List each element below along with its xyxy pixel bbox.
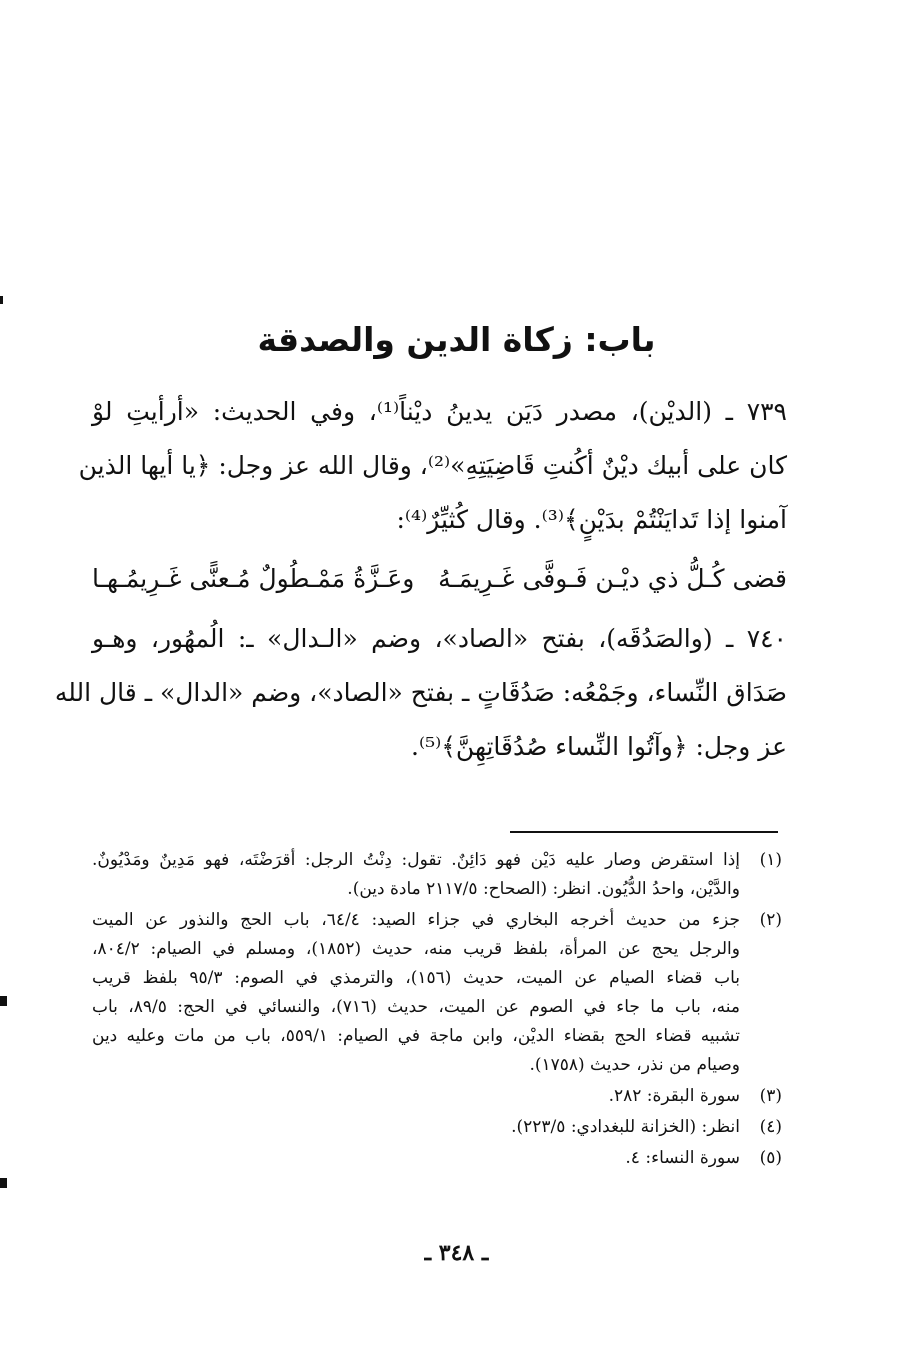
footnote-line: وصيام من نذر، حديث (١٧٥٨). xyxy=(529,1055,740,1075)
footnote xyxy=(92,906,782,1080)
footnote-line: باب قضاء الصيام عن الميت، حديث (١٥٦)، والترمذي في الصوم: ٩٥/٣ بلفظ قريب xyxy=(92,968,740,988)
entry-740 xyxy=(54,612,787,774)
footnote-separator xyxy=(510,831,778,833)
footnote-line: والرجل يحج عن المرأة، بلفظ قريب منه، حديث (١٨٥٢)، ومسلم في الصيام: ٨٠٤/٢، xyxy=(92,939,740,959)
poem-hemistich-second: وعَـزَّةُ مَمْـطُولٌ مُـعنًّى غَـرِيمُـهـا xyxy=(92,564,415,593)
entry-740-line: صَدَاق النِّساء، وجَمْعُه: صَدُقَاتٍ ـ بفتح «الصاد»، وضم «الدال» ـ قال الله xyxy=(54,678,787,707)
footnote-line: والدَّيْن، واحدُ الدُّيُون. انظر: (الصحاح: ٢١١٧/٥ مادة دين). xyxy=(347,879,740,899)
page-number: ـ ٣٤٨ ـ xyxy=(424,1240,489,1266)
footnote-number: (١) xyxy=(759,850,782,870)
chapter-title: باب: زكاة الدين والصدقة xyxy=(257,320,656,359)
entry-739-line: ٧٣٩ ـ (الديْن)، مصدر دَيَن يدينُ ديْناً⁽¹⁾، وفي الحديث: «أرأيتِ لوْ xyxy=(92,397,787,426)
footnote-number: (٣) xyxy=(759,1086,782,1106)
footnote-line: سورة البقرة: ٢٨٢. xyxy=(608,1086,740,1106)
entry-739-line: آمنوا إذا تَدايَنْتُمْ بدَيْنٍ﴾⁽³⁾. وقال كُثيِّرٌ⁽⁴⁾: xyxy=(396,505,787,534)
footnote xyxy=(92,846,782,904)
footnote xyxy=(92,1082,782,1111)
scan-edge-mark xyxy=(0,296,3,304)
footnote-number: (٤) xyxy=(759,1117,782,1137)
footnotes xyxy=(92,846,782,1173)
footnote xyxy=(92,1113,782,1142)
footnote-number: (٥) xyxy=(759,1148,782,1168)
footnote-number: (٢) xyxy=(759,910,782,930)
footnote xyxy=(92,1144,782,1173)
footnote-line: سورة النساء: ٤. xyxy=(625,1148,740,1168)
poem-hemistich-first: قضى كُـلُّ ذي ديْـن فَـوفَّى غَـرِيمَـهُ xyxy=(438,564,787,593)
footnote-line: انظر: (الخزانة للبغدادي: ٢٢٣/٥). xyxy=(511,1117,740,1137)
scan-edge-mark xyxy=(0,996,7,1006)
entry-739 xyxy=(78,385,787,547)
footnote-line: إذا استقرض وصار عليه دَيْن فهو دَائِنٌ. تقول: دِنْتُ الرجل: أقرَضْتَه، فهو مَدِينٌ ومَدْيُونٌ. xyxy=(92,850,740,870)
entry-740-line: عز وجل: ﴿وآتُوا النِّساء صُدُقَاتِهِنَّ﴾⁽⁵⁾. xyxy=(411,732,787,761)
entry-739-line: كان على أبيك ديْنٌ أكُنتِ قَاضِيَتِهِ»⁽²⁾، وقال الله عز وجل: ﴿يا أيها الذين xyxy=(78,451,787,480)
entry-740-line: ٧٤٠ ـ (والصَدُقَه)، بفتح «الصاد»، وضم «الـدال» ـ: الُمهُور، وهـو xyxy=(92,624,787,653)
footnote-line: تشبيه قضاء الحج بقضاء الديْن، وابن ماجة في الصيام: ٥٥٩/١، باب من مات وعليه دين xyxy=(92,1026,741,1046)
footnote-line: منه، باب ما جاء في الصوم عن الميت، حديث (٧١٦)، والنسائي في الحج: ٨٩/٥، باب xyxy=(92,997,740,1017)
scan-edge-mark xyxy=(0,1178,7,1188)
footnote-line: جزء من حديث أخرجه البخاري في جزاء الصيد: ٦٤/٤، باب الحج والنذور عن الميت xyxy=(92,910,740,930)
